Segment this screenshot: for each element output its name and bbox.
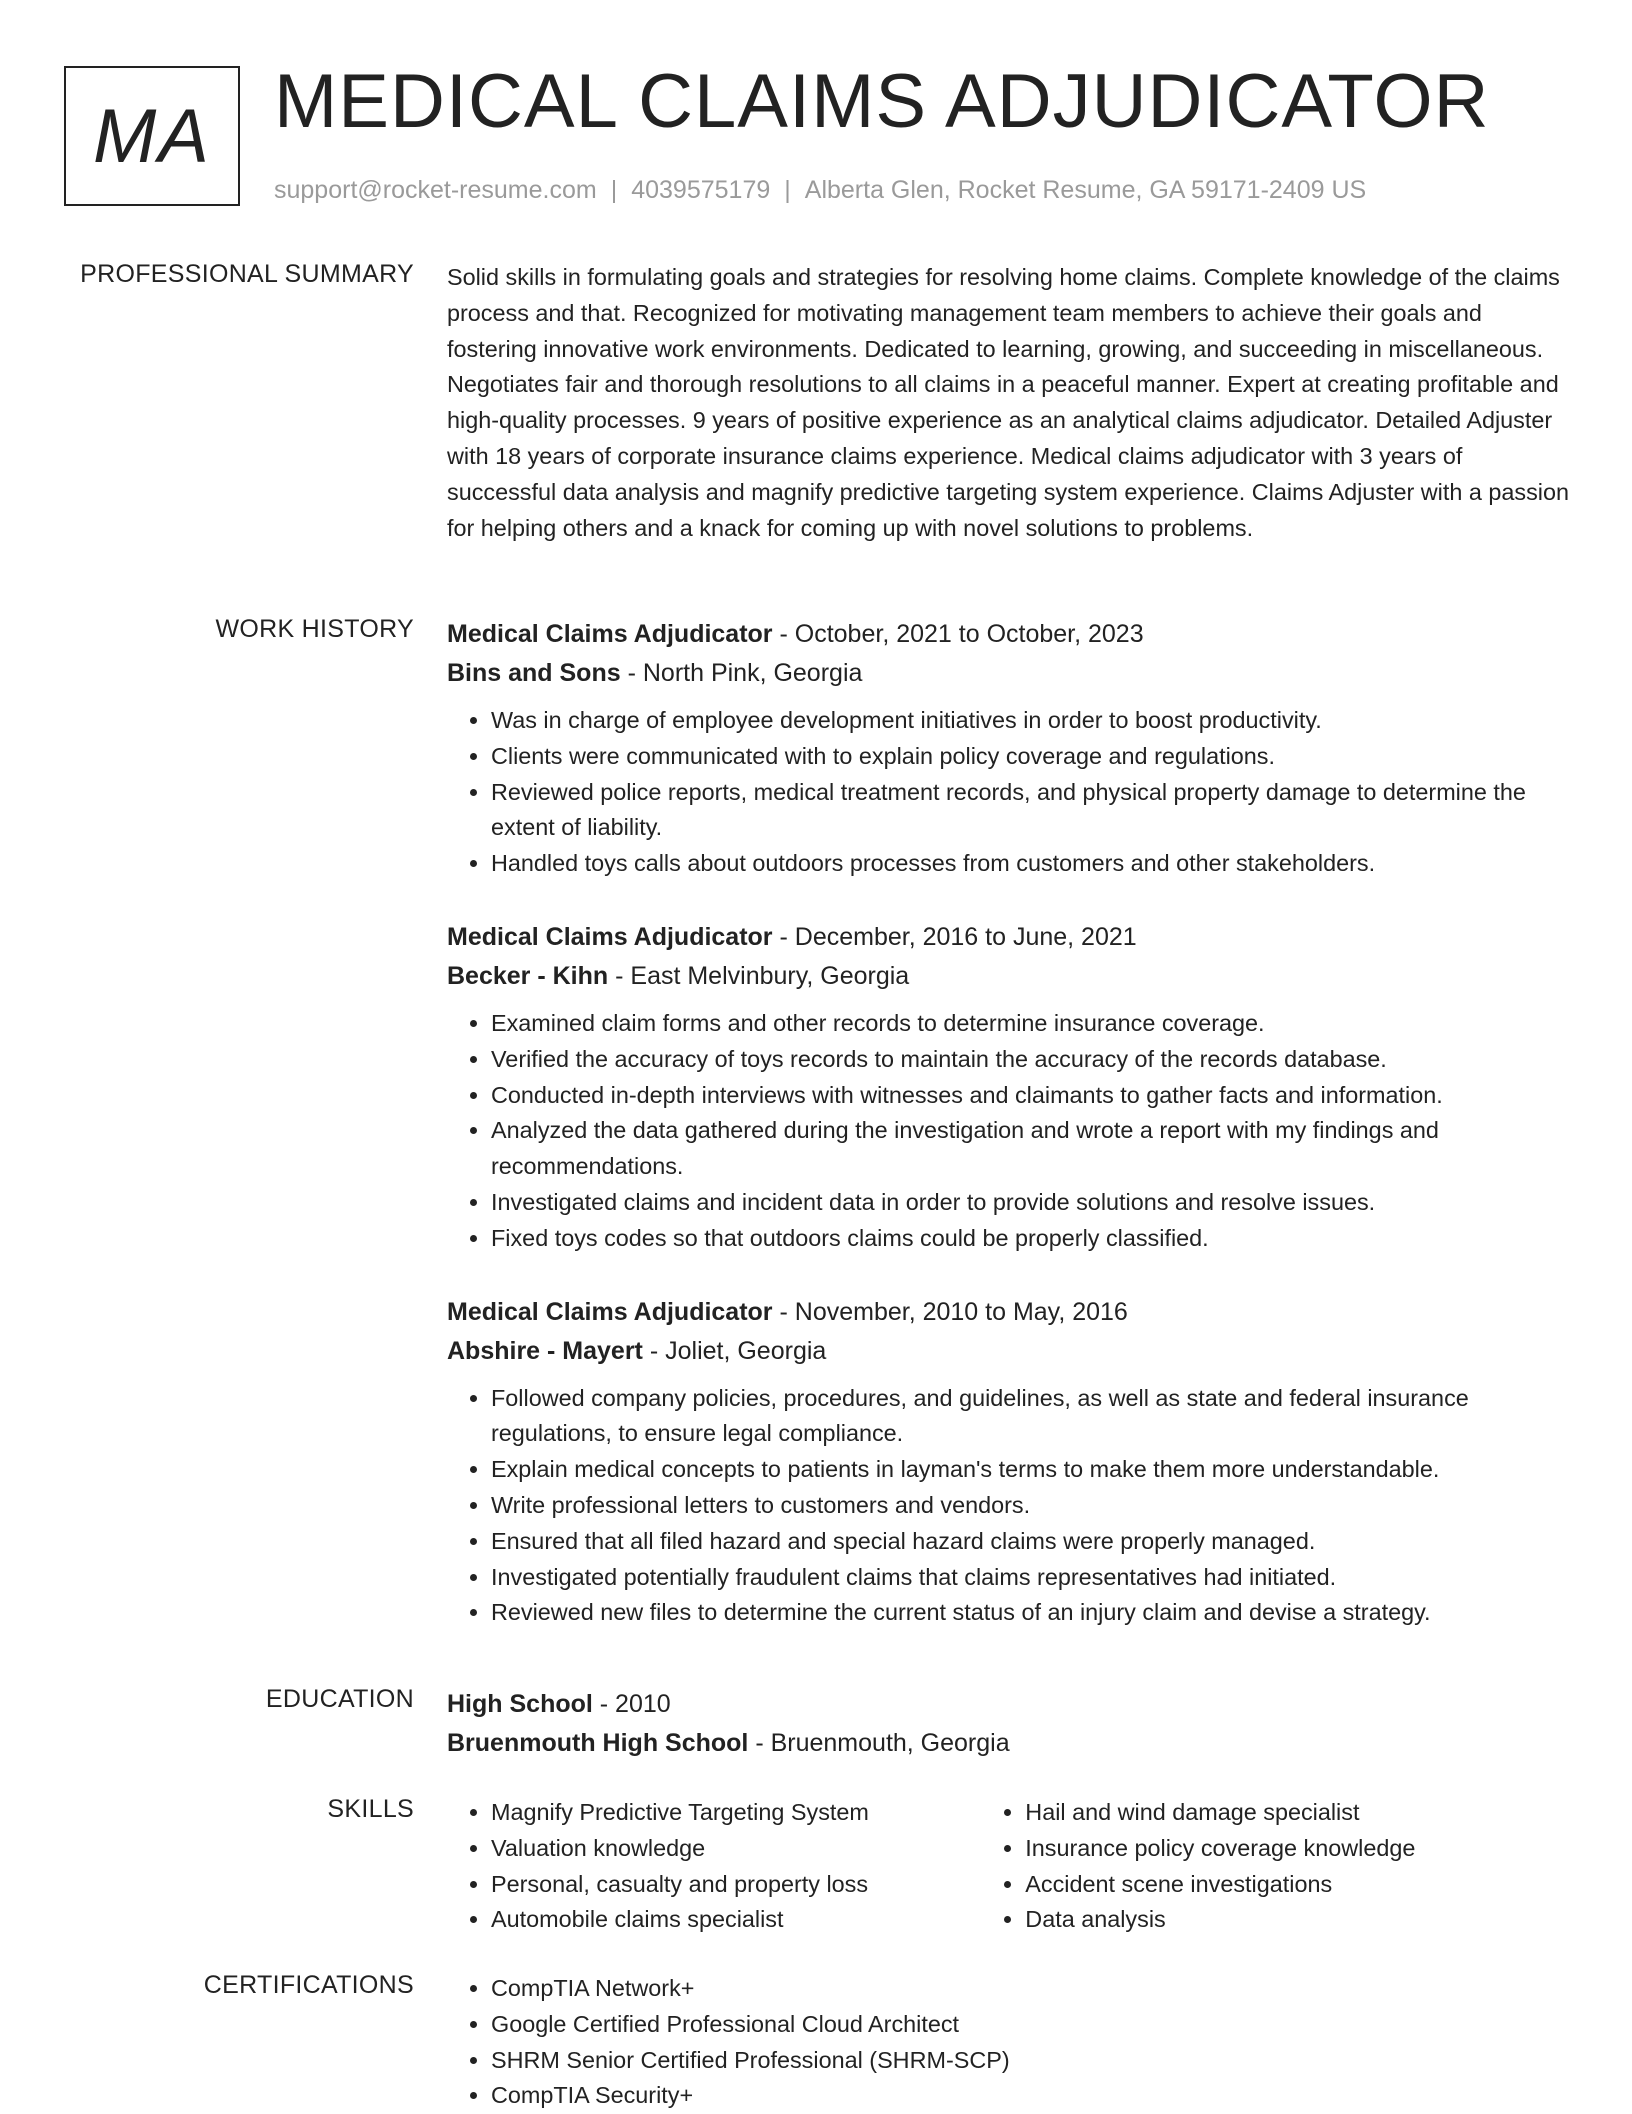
job-bullet: • Examined claim forms and other records to determine insurance coverage. [491, 1006, 1569, 1042]
skill-item: • Insurance policy coverage knowledge [1025, 1831, 1569, 1867]
job-bullet: • Handled toys calls about outdoors processes from customers and other stakeholders. [491, 846, 1569, 882]
certification-item: • CompTIA Network+ [491, 1971, 1569, 2007]
job-company: Bins and Sons [447, 659, 621, 687]
job-bullet: • Fixed toys codes so that outdoors claims could be properly classified. [491, 1221, 1569, 1257]
job-bullet: • Reviewed new files to determine the current status of an injury claim and devise a strategy. [491, 1595, 1569, 1631]
contact-email[interactable]: support@rocket-resume.com [274, 176, 597, 204]
skill-item: • Data analysis [1025, 1902, 1569, 1938]
section-title-education: EDUCATION [265, 1685, 414, 1713]
job-title-line [447, 918, 1569, 957]
job-dates: October, 2021 to October, 2023 [794, 620, 1144, 648]
resume-title: MEDICAL CLAIMS ADJUDICATOR [274, 59, 1490, 144]
job-company-line [447, 957, 1569, 996]
job-company-line [447, 1332, 1569, 1371]
skills-column-2 [981, 1795, 1569, 1938]
job-entry [447, 918, 1569, 1257]
summary-text: Solid skills in formulating goals and strategies for resolving home claims. Complete knowledge of the claims process and that. Recognized for motivating management team members to achieve their goals and fostering innovative work environments. Dedicated to learning, growing, and succeeding in miscellaneous. Negotiates fair and thorough resolutions to all claims in a peaceful manner. Expert at creating profitable and high-quality processes. 9 years of positive experience as an analytical claims adjudicator. Detailed Adjuster with 18 years of corporate insurance claims experience. Medical claims adjudicator with 3 years of successful data analysis and magnify predictive targeting system experience. Claims Adjuster with a passion for helping others and a knack for coming up with novel solutions to problems. [447, 264, 1569, 541]
certification-item: • Google Certified Professional Cloud Architect [491, 2007, 1569, 2043]
job-bullet: • Ensured that all filed hazard and special hazard claims were properly managed. [491, 1524, 1569, 1560]
education-body [447, 1685, 1569, 1763]
skills-body [447, 1795, 1569, 1938]
job-company-line [447, 654, 1569, 693]
section-title-summary: PROFESSIONAL SUMMARY [80, 260, 414, 288]
contact-phone[interactable]: 4039575179 [631, 176, 771, 204]
job-entry [447, 1293, 1569, 1632]
job-bullet: • Explain medical concepts to patients in layman's terms to make them more understandable. [491, 1452, 1569, 1488]
dash: - [772, 922, 795, 951]
skill-item: • Accident scene investigations [1025, 1867, 1569, 1903]
work-history-body [447, 615, 1569, 1667]
certifications-list [447, 1971, 1569, 2114]
job-location: North Pink, Georgia [642, 659, 863, 687]
contact-line [274, 176, 1366, 205]
contact-address: Alberta Glen, Rocket Resume, GA 59171-2409 US [804, 176, 1367, 204]
education-degree-line [447, 1685, 1569, 1724]
job-company: Abshire - Mayert [447, 1336, 643, 1365]
summary-body [447, 260, 1569, 546]
certification-item: • SHRM Senior Certified Professional (SHRM-SCP) [491, 2043, 1569, 2079]
job-bullet: • Was in charge of employee development initiatives in order to boost productivity. [491, 703, 1569, 739]
certification-item: • CompTIA Security+ [491, 2078, 1569, 2114]
job-bullet: • Clients were communicated with to explain policy coverage and regulations. [491, 739, 1569, 775]
job-title: Medical Claims Adjudicator [447, 620, 773, 648]
job-bullet: • Write professional letters to customers and vendors. [491, 1488, 1569, 1524]
job-bullets [447, 703, 1569, 882]
education-school-line [447, 1724, 1569, 1763]
contact-separator: | [610, 176, 618, 204]
job-bullets [447, 1006, 1569, 1257]
education-year: 2010 [615, 1690, 671, 1718]
job-bullet: • Conducted in-depth interviews with witnesses and claimants to gather facts and information. [491, 1078, 1569, 1114]
job-bullet: • Reviewed police reports, medical treatment records, and physical property damage to determine the extent of liability. [491, 775, 1569, 847]
dash: - [772, 1297, 795, 1326]
dash: - [748, 1729, 771, 1757]
job-dates: December, 2016 to June, 2021 [794, 922, 1137, 951]
job-bullet: • Investigated claims and incident data in order to provide solutions and resolve issues. [491, 1185, 1569, 1221]
job-dates: November, 2010 to May, 2016 [794, 1297, 1128, 1326]
education-degree: High School [447, 1690, 593, 1718]
dash: - [620, 659, 643, 687]
skill-item: • Hail and wind damage specialist [1025, 1795, 1569, 1831]
dash: - [592, 1690, 616, 1718]
job-bullet: • Followed company policies, procedures, and guidelines, as well as state and federal insurance regulations, to ensure legal compliance. [491, 1381, 1569, 1453]
job-company: Becker - Kihn [447, 961, 609, 990]
section-title-skills: SKILLS [327, 1795, 414, 1823]
job-bullet: • Verified the accuracy of toys records to maintain the accuracy of the records database. [491, 1042, 1569, 1078]
skill-item: • Automobile claims specialist [491, 1902, 981, 1938]
education-location: Bruenmouth, Georgia [770, 1729, 1010, 1757]
job-bullet: • Investigated potentially fraudulent claims that claims representatives had initiated. [491, 1560, 1569, 1596]
certifications-body [447, 1971, 1569, 2114]
education-school: Bruenmouth High School [447, 1729, 749, 1757]
job-title-line [447, 615, 1569, 654]
job-location: Joliet, Georgia [665, 1336, 827, 1365]
skill-item: • Magnify Predictive Targeting System [491, 1795, 981, 1831]
contact-separator: | [784, 176, 791, 204]
job-title: Medical Claims Adjudicator [447, 1297, 773, 1326]
dash: - [608, 961, 631, 990]
job-bullets [447, 1381, 1569, 1632]
job-title: Medical Claims Adjudicator [447, 922, 773, 951]
skills-column-1 [447, 1795, 981, 1938]
job-bullet: • Analyzed the data gathered during the investigation and wrote a report with my findings and recommendations. [491, 1113, 1569, 1185]
dash: - [772, 620, 795, 648]
job-entry [447, 615, 1569, 882]
skill-item: • Personal, casualty and property loss [491, 1867, 981, 1903]
monogram-logo: MA [64, 66, 240, 206]
section-title-work: WORK HISTORY [215, 615, 414, 643]
job-location: East Melvinbury, Georgia [630, 961, 910, 990]
job-title-line [447, 1293, 1569, 1332]
dash: - [642, 1336, 666, 1365]
skill-item: • Valuation knowledge [491, 1831, 981, 1867]
section-title-certifications: CERTIFICATIONS [203, 1971, 414, 1999]
